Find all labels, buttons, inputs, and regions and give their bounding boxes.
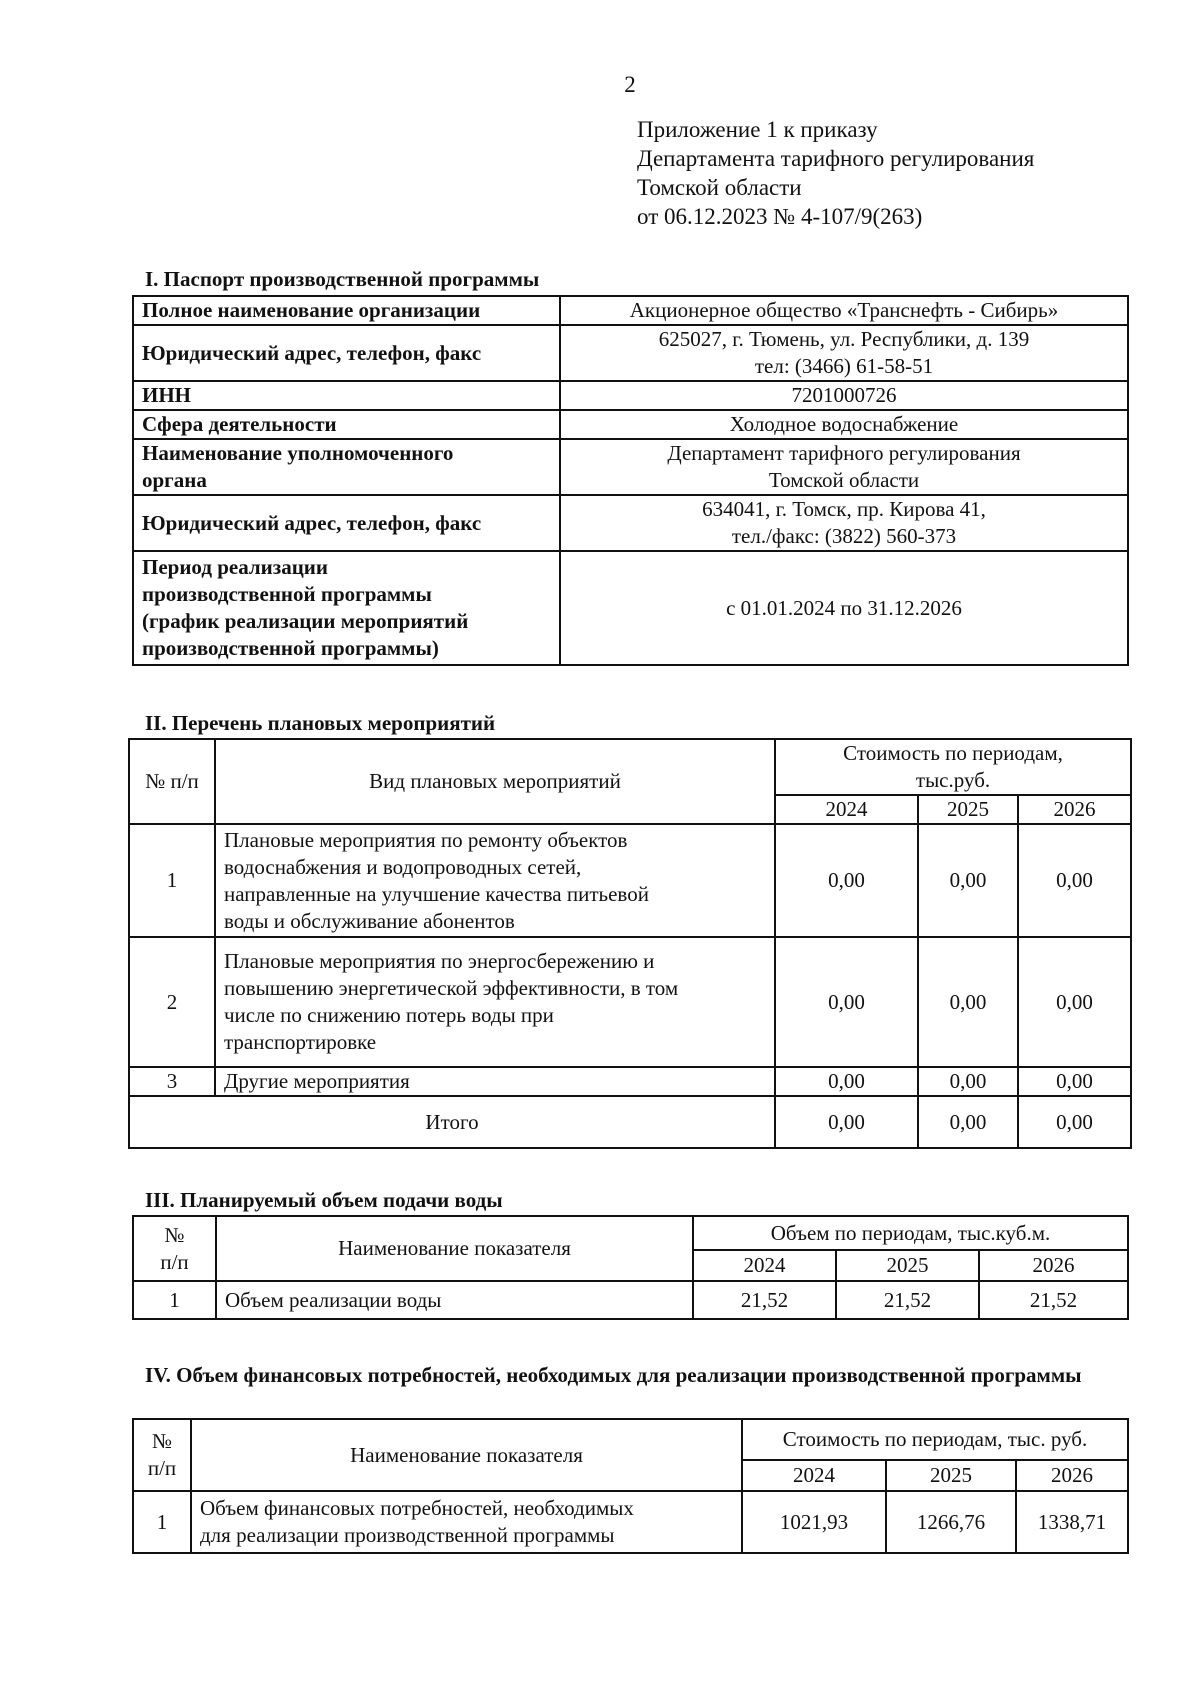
measure-name [215,937,775,1067]
year-header: 2026 [1018,795,1131,824]
cost-cell: 1021,93 [742,1491,886,1553]
year-header: 2026 [1016,1460,1128,1491]
column-header: Наименование показателя [216,1216,693,1281]
financial-needs-table [132,1418,1129,1554]
indicator-name: Объем реализации воды [216,1281,693,1319]
section-1-title: I. Паспорт производственной программы [145,267,540,291]
label-line: (график реализации мероприятий [142,609,469,633]
measure-name [215,824,775,937]
volume-cell: 21,52 [836,1281,979,1319]
label-line: производственной программы) [142,636,439,660]
table-row [129,739,1131,795]
column-header: № п/п [129,739,215,824]
section-2-title: II. Перечень плановых мероприятий [145,711,496,735]
year-header: 2024 [693,1250,836,1281]
table-row [133,1419,1128,1460]
table-row [133,381,1128,410]
total-label: Итого [129,1096,775,1148]
value-line: 634041, г. Томск, пр. Кирова 41, [702,497,986,521]
text-line: Плановые мероприятия по ремонту объектов [224,827,628,852]
water-volume-table [132,1215,1129,1320]
table-row [129,937,1131,1067]
column-header-group: Стоимость по периодам, тыс. руб. [742,1419,1128,1460]
label-line: Наименование уполномоченного [142,441,454,465]
measure-name: Другие мероприятия [215,1067,775,1096]
passport-label [133,551,560,665]
table-row [133,439,1128,495]
text-line: воды и обслуживание абонентов [224,908,515,933]
text-line: повышению энергетической эффективности, в том [224,976,679,1000]
table-row [133,325,1128,381]
indicator-name [191,1491,742,1553]
table-row [133,296,1128,325]
year-header: 2024 [742,1460,886,1491]
column-header: Вид плановых мероприятий [215,739,775,824]
table-row [129,1067,1131,1096]
passport-value [560,495,1128,551]
header-line: п/п [147,1456,177,1480]
value-line: тел./факс: (3822) 560-373 [731,524,957,548]
column-header: Наименование показателя [191,1419,742,1491]
row-number: 1 [133,1491,191,1553]
year-header: 2026 [979,1250,1128,1281]
text-line: Плановые мероприятия по энергосбережению и [224,949,655,973]
page-number: 2 [624,72,636,97]
text-line: водоснабжения и водопроводных сетей, [224,854,582,879]
table-row [129,1096,1131,1148]
table-row [133,1281,1128,1319]
row-number: 1 [133,1281,216,1319]
approval-line: от 06.12.2023 № 4-107/9(263) [637,204,923,229]
passport-value: с 01.01.2024 по 31.12.2026 [560,551,1128,665]
passport-label: Юридический адрес, телефон, факс [133,495,560,551]
header-line: Стоимость по периодам, [843,741,1063,765]
section-3-title: III. Планируемый объем подачи воды [145,1188,503,1212]
column-header [133,1216,216,1281]
approval-line: Приложение 1 к приказу [637,117,878,142]
passport-label: ИНН [133,381,560,410]
value-line: Департамент тарифного регулирования [667,441,1021,465]
passport-label [133,439,560,495]
year-header: 2024 [775,795,918,824]
text-line: для реализации производственной программы [200,1523,615,1547]
column-header [133,1419,191,1491]
column-header-group: Объем по периодам, тыс.куб.м. [693,1216,1128,1250]
cost-cell: 0,00 [918,937,1018,1067]
label-line: производственной программы [142,582,432,606]
label-line: органа [142,468,207,492]
cost-cell: 0,00 [918,1067,1018,1096]
volume-cell: 21,52 [693,1281,836,1319]
year-header: 2025 [836,1250,979,1281]
passport-value [560,325,1128,381]
cost-cell: 0,00 [918,824,1018,937]
passport-label: Полное наименование организации [133,296,560,325]
table-row [133,495,1128,551]
volume-cell: 21,52 [979,1281,1128,1319]
section-4-title: IV. Объем финансовых потребностей, необходимых для реализации производственной программы [145,1363,1082,1387]
row-number: 2 [129,937,215,1067]
value-line: Томской области [768,468,920,492]
row-number: 3 [129,1067,215,1096]
passport-label: Сфера деятельности [133,410,560,439]
measures-table [128,738,1132,1149]
value-line: 625027, г. Тюмень, ул. Республики, д. 139 [658,327,1030,351]
header-line: № [151,1429,173,1453]
year-header: 2025 [886,1460,1016,1491]
total-cell: 0,00 [775,1096,918,1148]
row-number: 1 [129,824,215,937]
value-line: тел: (3466) 61-58-51 [754,354,934,378]
cost-cell: 0,00 [775,937,918,1067]
passport-label: Юридический адрес, телефон, факс [133,325,560,381]
table-row [133,410,1128,439]
table-row [133,1491,1128,1553]
cost-cell: 0,00 [1018,824,1131,937]
passport-value [560,439,1128,495]
passport-value: Акционерное общество «Транснефть - Сибирь» [560,296,1128,325]
text-line: транспортировке [224,1030,377,1054]
cost-cell: 0,00 [1018,1067,1131,1096]
cost-cell: 1338,71 [1016,1491,1128,1553]
approval-block [637,115,1034,231]
table-row [133,551,1128,665]
header-line: п/п [160,1249,189,1274]
year-header: 2025 [918,795,1018,824]
header-line: тыс.руб. [915,768,991,792]
column-header-group [775,739,1131,795]
table-row [129,824,1131,937]
passport-value: Холодное водоснабжение [560,410,1128,439]
approval-line: Томской области [637,175,802,200]
passport-value: 7201000726 [560,381,1128,410]
total-cell: 0,00 [918,1096,1018,1148]
text-line: Объем финансовых потребностей, необходимых [200,1496,634,1520]
approval-line: Департамента тарифного регулирования [637,146,1035,171]
table-row [133,1216,1128,1250]
text-line: числе по снижению потерь воды при [224,1003,554,1027]
total-cell: 0,00 [1018,1096,1131,1148]
passport-table [132,295,1129,666]
cost-cell: 0,00 [775,1067,918,1096]
label-line: Период реализации [142,555,329,579]
text-line: направленные на улучшение качества питьевой [224,881,649,906]
header-line: № [164,1222,185,1247]
cost-cell: 1266,76 [886,1491,1016,1553]
cost-cell: 0,00 [1018,937,1131,1067]
cost-cell: 0,00 [775,824,918,937]
